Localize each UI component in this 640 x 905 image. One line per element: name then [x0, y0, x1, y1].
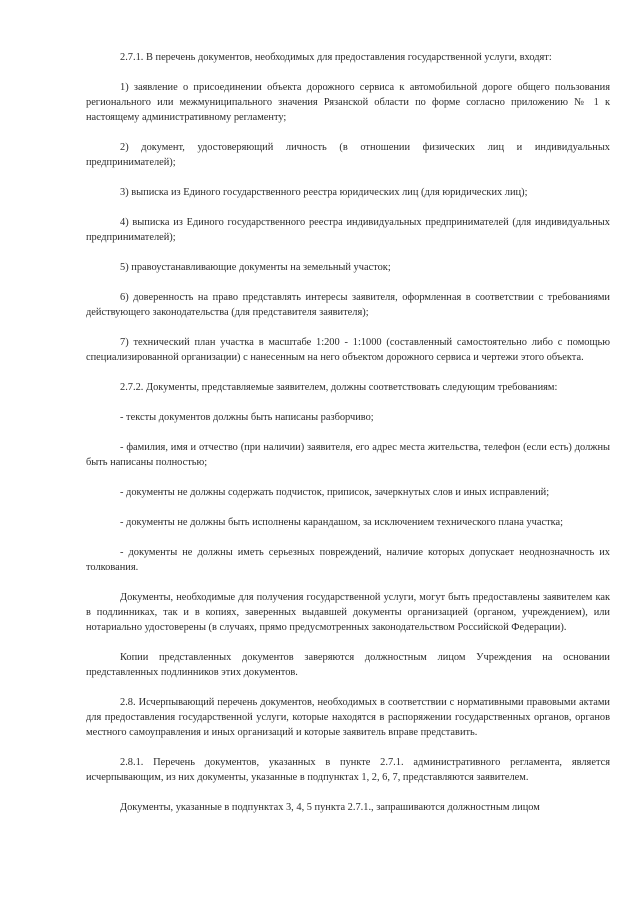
- requirement-no-damage: - документы не должны иметь серьезных повреждений, наличие которых допускает неоднозначность их толкования.: [86, 547, 610, 573]
- list-item-2: 2) документ, удостоверяющий личность (в отношении физических лиц и индивидуальных предпринимателей);: [86, 142, 610, 168]
- paragraph-2-7-1: 2.7.1. В перечень документов, необходимых для предоставления государственной услуги, входят:: [120, 52, 552, 63]
- paragraph-copies-certified: Копии представленных документов заверяются должностным лицом Учреждения на основании представленных подлинников этих документов.: [86, 652, 610, 678]
- requirement-full-name: - фамилия, имя и отчество (при наличии) заявителя, его адрес места жительства, телефон (если есть) должны быть написаны полностью;: [86, 442, 610, 468]
- requirement-no-erasures: - документы не должны содержать подчисток, приписок, зачеркнутых слов и иных исправлений;: [120, 487, 550, 498]
- list-item-5: 5) правоустанавливающие документы на земельный участок;: [120, 262, 391, 273]
- list-item-6: 6) доверенность на право представлять интересы заявителя, оформленная в соответствии с требованиями действующего законодательства (для представителя заявителя);: [86, 292, 610, 318]
- paragraph-requested-documents: Документы, указанные в подпунктах 3, 4, 5 пункта 2.7.1., запрашиваются должностным лицом: [120, 802, 540, 813]
- list-item-3: 3) выписка из Единого государственного реестра юридических лиц (для юридических лиц);: [120, 187, 528, 198]
- requirement-legible: - тексты документов должны быть написаны разборчиво;: [120, 412, 374, 423]
- paragraph-originals-copies: Документы, необходимые для получения государственной услуги, могут быть предоставлены заявителем как в подлинниках, так и в копиях, заверенных выдавшей документы организацией (органом, учреждением), или нотариально удостоверены (в случаях, прямо предусмотренных законодательством Российской Федерации).: [86, 592, 610, 633]
- requirement-no-pencil: - документы не должны быть исполнены карандашом, за исключением технического плана участка;: [120, 517, 564, 528]
- paragraph-2-7-2: 2.7.2. Документы, представляемые заявителем, должны соответствовать следующим требованиям:: [120, 382, 558, 393]
- list-item-7: 7) технический план участка в масштабе 1:200 - 1:1000 (составленный самостоятельно либо с помощью специализированной организации) с нанесенным на него объектом дорожного сервиса и чертежи этого объекта.: [86, 337, 610, 363]
- paragraph-2-8: 2.8. Исчерпывающий перечень документов, необходимых в соответствии с нормативными правовыми актами для предоставления государственной услуги, которые находятся в распоряжении государственных органов, органов местного самоуправления и иных организаций и которые заявитель вправе представить.: [86, 697, 610, 738]
- list-item-4: 4) выписка из Единого государственного реестра индивидуальных предпринимателей (для индивидуальных предпринимателей);: [86, 217, 610, 243]
- list-item-1: 1) заявление о присоединении объекта дорожного сервиса к автомобильной дороге общего пользования регионального или межмуниципального значения Рязанской области по форме согласно приложению № 1 к настоящему административному регламенту;: [86, 82, 610, 123]
- paragraph-2-8-1: 2.8.1. Перечень документов, указанных в пункте 2.7.1. административного регламента, является исчерпывающим, из них документы, указанные в подпунктах 1, 2, 6, 7, представляются заявителем.: [86, 757, 610, 783]
